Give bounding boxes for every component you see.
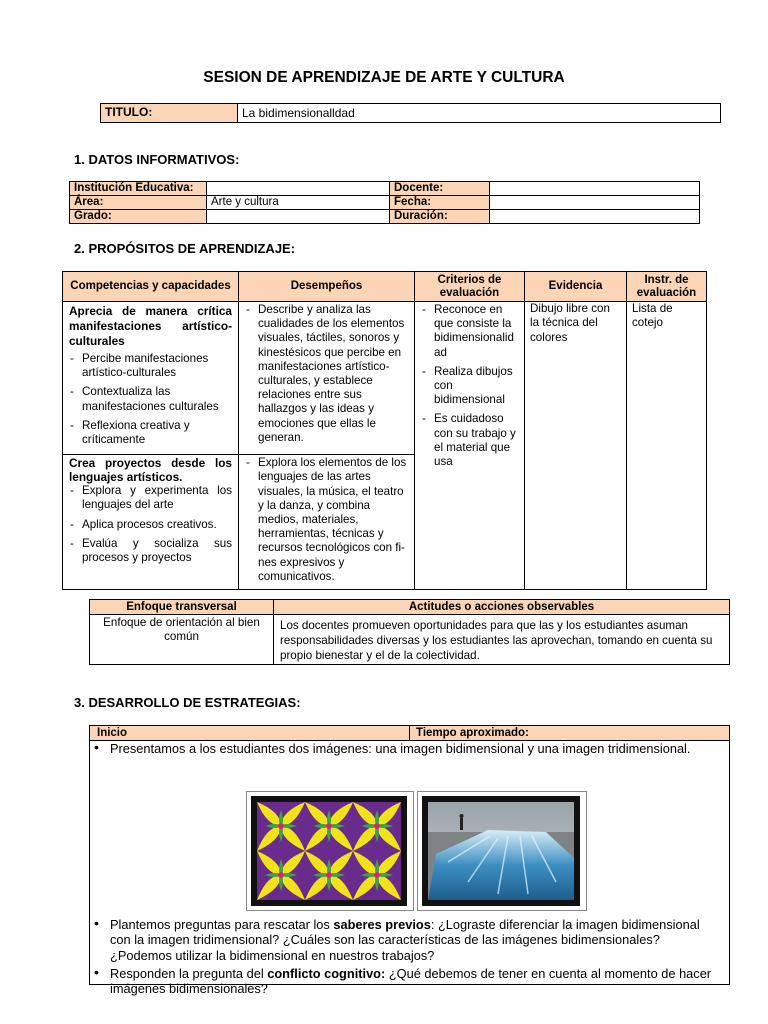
enfoque-table <box>89 599 730 665</box>
bidimensional-image <box>246 791 414 911</box>
grado-value <box>207 210 390 224</box>
duracion-value <box>490 210 700 224</box>
section-desarrollo: 3. DESARROLLO DE ESTRATEGIAS: <box>74 695 301 710</box>
fecha-value <box>490 196 700 210</box>
competencia-1-cell <box>63 302 239 455</box>
titulo-table <box>100 103 721 123</box>
header-enfoque: Enfoque transversal <box>90 600 274 615</box>
bullet3-post: ¿Qué debemos de tener en cuenta al momento de hacer imágenes bidimensionales? <box>110 965 712 997</box>
bullet-conflicto-cognitivo <box>90 966 720 997</box>
fecha-label: Fecha: <box>390 196 490 210</box>
document-title: SESION DE APRENDIZAJE DE ARTE Y CULTURA <box>203 69 565 86</box>
area-value: Arte y cultura <box>207 196 390 210</box>
titulo-label: TITULO: <box>101 104 238 123</box>
criterio-3: - Es cuidadoso con su trabajo y el material que usa <box>421 412 520 469</box>
institucion-label: Institución Educativa: <box>70 182 207 196</box>
tridimensional-image <box>417 791 587 911</box>
competencia-2-cap-3: - Evalúa y socializa sus procesos y proyectos <box>69 537 232 565</box>
criterios-cell <box>415 302 525 590</box>
desempeno-1-cell <box>239 302 415 455</box>
bullet3-bold: conflicto cognitivo: <box>267 965 386 981</box>
competencia-2-cap-2: - Aplica procesos creativos. <box>69 518 232 532</box>
desempeno-1: - Describe y analiza las cualidades de los elementos visuales, táctiles, sonoros y kinestésicos que percibe en manifestaciones artístico-culturales, y establece relaciones entre sus hallazgos y las ideas y emociones que ellas le generan. <box>245 303 410 445</box>
titulo-value: La bidimensionalldad <box>238 104 721 123</box>
actitudes-value: Los docentes promueven oportunidades para que las y los estudiantes asuman responsabilidades diversas y los estudiantes las aprovechan, tomando en cuenta su propio bienestar y el de la colectividad. <box>274 615 730 665</box>
header-actitudes: Actitudes o acciones observables <box>274 600 730 615</box>
propositos-table <box>62 271 707 590</box>
section-propositos: 2. PROPÓSITOS DE APRENDIZAJE: <box>74 241 296 256</box>
institucion-value <box>207 182 390 196</box>
instrumento-cell: Lista de cotejo <box>627 302 707 590</box>
competencia-1-title: Aprecia de manera crítica manifestaciones artístico-culturales <box>69 304 232 348</box>
section-datos-informativos: 1. DATOS INFORMATIVOS: <box>74 152 240 167</box>
enfoque-value: Enfoque de orientación al bien común <box>90 615 274 665</box>
desarrollo-content <box>90 741 730 997</box>
desempeno-2-cell <box>239 455 415 590</box>
street-3d-art-photo <box>428 802 574 900</box>
datos-table <box>69 181 700 224</box>
competencia-2-cell <box>63 455 239 590</box>
bullet-presentamos: • Presentamos a los estudiantes dos imágenes: una imagen bidimensional y una imagen tridimensional. <box>90 741 720 756</box>
header-evidencia: Evidencia <box>525 272 627 302</box>
geometric-pattern-art <box>257 802 401 900</box>
bullet-saberes-previos <box>90 917 720 963</box>
competencia-1-cap-3: - Reflexiona creativa y críticamente <box>69 419 232 447</box>
bullet2-pre: Plantemos preguntas para rescatar los <box>110 917 334 932</box>
inicio-label: Inicio <box>90 726 410 741</box>
duracion-label: Duración: <box>390 210 490 224</box>
criterio-1: - Reconoce en que consiste la bidimensionalid ad <box>421 303 520 360</box>
header-desempenos: Desempeños <box>239 272 415 302</box>
bullet2-post: : ¿Lograste diferenciar la imagen bidimensional con la imagen tridimensional? ¿Cuáles son las características de las imágenes bidimensionales? ¿Podemos utilizar la bidimensional en nuestros trabajos? <box>110 917 700 963</box>
competencia-2-title: Crea proyectos desde los lenguajes artísticos. <box>69 456 232 485</box>
docente-label: Docente: <box>390 182 490 196</box>
docente-value <box>490 182 700 196</box>
evidencia-cell: Dibujo libre con la técnica del colores <box>525 302 627 590</box>
bullet2-bold: saberes previos <box>333 917 431 932</box>
header-competencias: Competencias y capacidades <box>63 272 239 302</box>
area-label: Área: <box>70 196 207 210</box>
bullet3-pre: Responden la pregunta del <box>110 965 268 981</box>
competencia-1-cap-2: - Contextualiza las manifestaciones culturales <box>69 385 232 413</box>
header-instrumento: Instr. de evaluación <box>627 272 707 302</box>
grado-label: Grado: <box>70 210 207 224</box>
criterio-2: - Realiza dibujos con bidimensional <box>421 365 520 408</box>
desempeno-2: - Explora los elementos de los lenguajes de las artes visuales, la música, el teatro y la danza, y combina medios, materiales, herramientas, técnicas y recursos tecnológicos con fi-nes expresivos y comunicativos. <box>245 456 410 584</box>
competencia-2-cap-1: - Explora y experimenta los lenguajes del arte <box>69 484 232 512</box>
tiempo-label: Tiempo aproximado: <box>410 726 730 741</box>
competencia-1-cap-1: - Percibe manifestaciones artístico-culturales <box>69 352 232 380</box>
desarrollo-table <box>89 725 730 997</box>
header-criterios: Criterios de evaluación <box>415 272 525 302</box>
